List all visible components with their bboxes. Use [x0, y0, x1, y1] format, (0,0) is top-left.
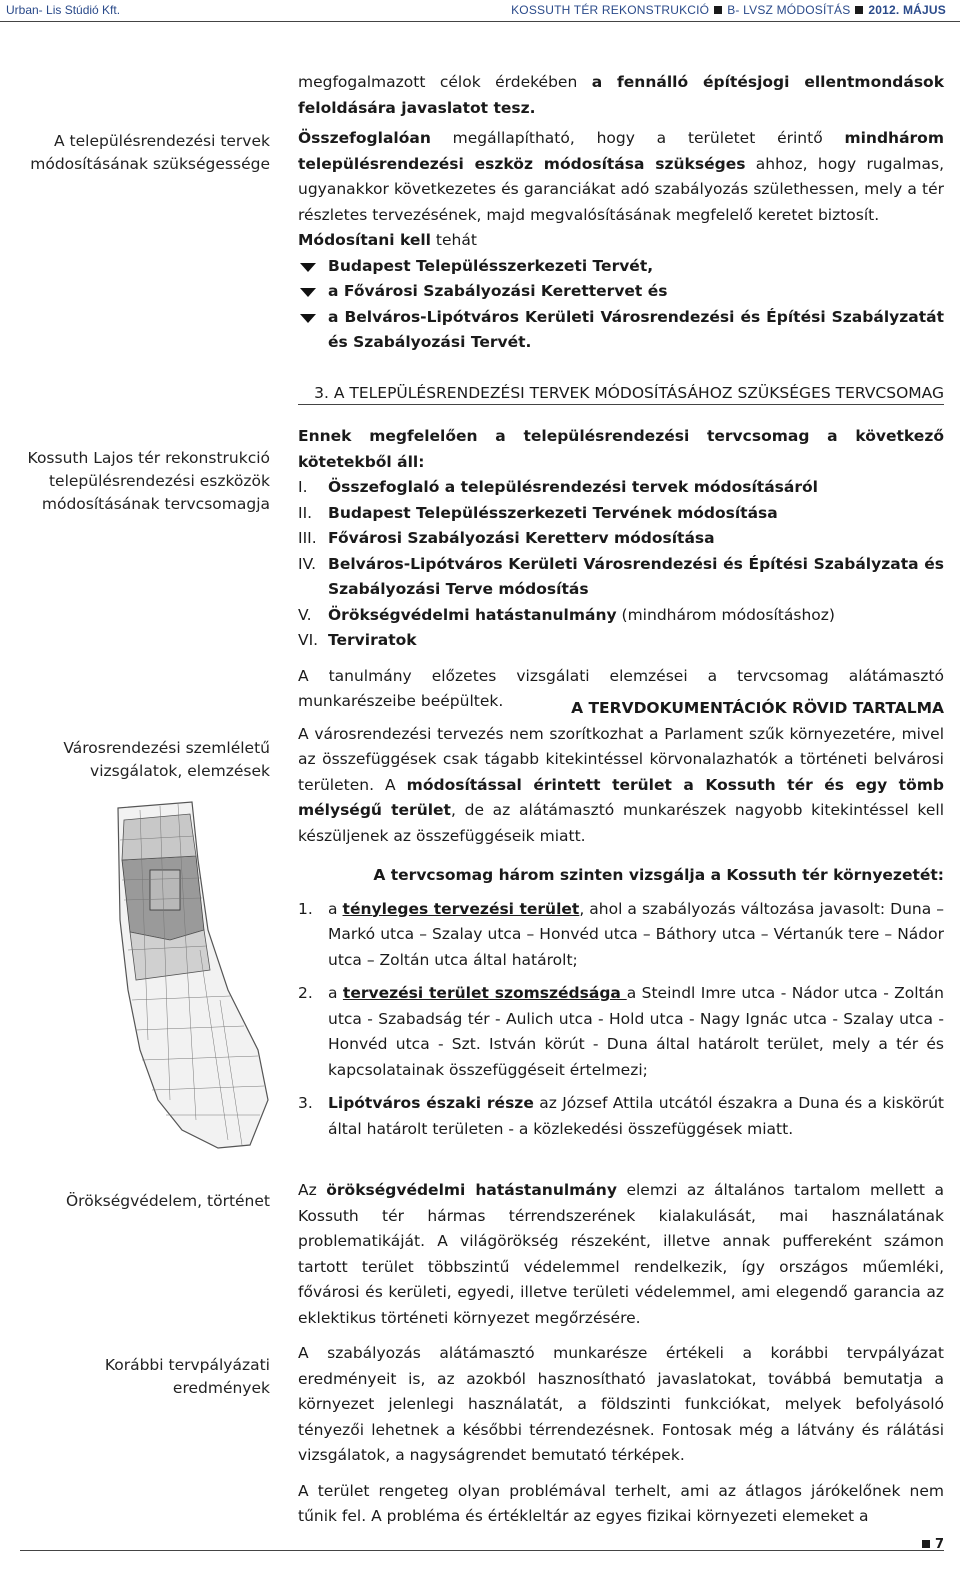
- summary-paragraph: A városrendezési tervezés nem szorítkozhat a Parlament szűk környezetére, mivel az összefüggések csak tágabb kitekintéssel körvonalazhatók a történeti belvárosi területen. A módosítással érintett terület a Kossuth tér és egy tömb mélységű terület, de az alátámasztó munkarészek nagyobb kitekintéssel kell készüljenek az összefüggéseik miatt.: [298, 724, 944, 845]
- triangle-bullet-icon: [300, 288, 316, 297]
- list-item: 1. a tényleges tervezési terület, ahol a szabályozás változása javasolt: Duna – Markó utca – Szalay utca – Honvéd utca – Báthory utca – Vértanúk tere – Nádor utca – Zoltán utca által határolt;: [298, 899, 944, 969]
- summary-section: [298, 696, 944, 1150]
- heritage-section: [298, 1178, 944, 1530]
- levels-list: [298, 897, 944, 1143]
- list-item: a Fővárosi Szabályozási Kerettervet és: [298, 279, 944, 305]
- header-project-info: [511, 3, 946, 17]
- district-map-image: [100, 800, 270, 1150]
- levels-heading: A tervcsomag három szinten vizsgálja a Kossuth tér környezetét:: [373, 866, 944, 884]
- list-item: VI. Terviratok: [298, 631, 417, 649]
- triangle-bullet-icon: [300, 263, 316, 272]
- intro-paragraph-2: Összefoglalóan megállapítható, hogy a területet érintő mindhárom településrendezési eszköz módosítása szükséges ahhoz, hogy rugalmas, ugyanakkor következetes és garanciákat adó szabályozás születhessen, mely a tér részletes tervezésének, majd megvalósításának megfelelő keretet biztosít.: [298, 129, 944, 224]
- list-item: Budapest Településszerkezeti Tervét,: [298, 254, 944, 280]
- list-item: a Belváros-Lipótváros Kerületi Városrendezési és Építési Szabályzatát és Szabályozási Tervét.: [298, 305, 944, 356]
- heritage-paragraph-2: A szabályozás alátámasztó munkarésze értékeli a korábbi tervpályázat eredményeit is, az azokból hasznosítható javaslatokat, továbbá bemutatja a környezet jelenlegi használatát, a földszinti funkciókat, melyek befolyásoló tényezői lehetnek a későbbi térrendezésnek. Fontosak még a látvány és rálátási vizsgálatok, a nagyságrendet bemutató térképek.: [298, 1344, 944, 1464]
- summary-heading: A TERVDOKUMENTÁCIÓK RÖVID TARTALMA: [571, 699, 944, 717]
- section-3-content: [298, 424, 944, 715]
- section-3-heading: 3. A TELEPÜLÉSRENDEZÉSI TERVEK MÓDOSÍTÁSÁHOZ SZÜKSÉGES TERVCSOMAG: [298, 384, 944, 405]
- square-bullet-icon: [714, 6, 722, 14]
- side-label-urban-studies: Városrendezési szemléletű vizsgálatok, elemzések: [63, 739, 270, 780]
- intro-paragraph-3: Módosítani kell tehát: [298, 231, 477, 249]
- footer-divider: [20, 1550, 944, 1551]
- project-subject: B- LVSZ MÓDOSÍTÁS: [727, 3, 851, 17]
- side-label-package: Kossuth Lajos tér rekonstrukció településrendezési eszközök módosításának tervcsomagja: [27, 449, 270, 513]
- page-number: 7: [917, 1537, 944, 1552]
- list-item: IV. Belváros-Lipótváros Kerületi Városrendezési és Építési Szabályzata és Szabályozási Terve módosítás: [298, 554, 944, 598]
- list-item: I. Összefoglaló a településrendezési tervek módosításáról: [298, 478, 818, 496]
- intro-section: [298, 70, 944, 356]
- side-label-heritage: Örökségvédelem, történet: [65, 1192, 270, 1210]
- list-item: V. Örökségvédelmi hatástanulmány (mindhárom módosításhoz): [298, 605, 835, 624]
- square-bullet-icon: [922, 1540, 930, 1548]
- heritage-paragraph-3: A terület rengeteg olyan problémával terhelt, ami az átlagos járókelőnek nem tűnik fel. A probléma és értékleltár az egyes fizikai környezeti elemeket a: [298, 1481, 944, 1525]
- company-name: Urban- Lis Stúdió Kft.: [6, 3, 121, 17]
- project-name: KOSSUTH TÉR REKONSTRUKCIÓ: [511, 3, 710, 17]
- volumes-lead: Ennek megfelelően a településrendezési tervcsomag a következő kötetekből áll:: [298, 427, 944, 471]
- project-date: 2012. MÁJUS: [868, 3, 946, 17]
- triangle-bullet-icon: [300, 314, 316, 323]
- modification-list: [298, 254, 944, 356]
- heritage-paragraph-1: Az örökségvédelmi hatástanulmány elemzi az általános tartalom mellett a Kossuth tér hármas térrendszerének kialakulását, mai használatának problematikáját. A világörökség részeként, illetve annak puffereként számon tartott terület többszintű védelemmel rendelkezik, így országos műemléki, fővárosi és kerületi, egyedi, illetve területi védelemmel, ami elegendő garancia az eklektikus történeti környezet megőrzésére.: [298, 1181, 944, 1327]
- page-header: [0, 0, 960, 22]
- study-note: A tanulmány előzetes vizsgálati elemzései a tervcsomag alátámasztó munkarészeibe beépültek.: [298, 666, 944, 710]
- side-label-earlier-competition: Korábbi tervpályázati eredmények: [104, 1356, 270, 1397]
- volume-list: [298, 475, 944, 654]
- side-label-necessity: A településrendezési tervek módosításának szükségessége: [30, 132, 270, 173]
- square-bullet-icon: [855, 6, 863, 14]
- list-item: II. Budapest Településszerkezeti Tervének módosítása: [298, 503, 778, 522]
- list-item: 2. a tervezési terület szomszédsága a Steindl Imre utca - Nádor utca - Zoltán utca - Szabadság tér - Aulich utca - Hold utca - Nagy Ignác utca - Szalay utca - Honvéd utca - Szt. István körút - Duna által határolt terület, mely a tér és kapcsolatainak összefüggéseit értelmezi;: [298, 984, 944, 1079]
- list-item: 3. Lipótváros északi része az József Attila utcától északra a Duna és a kiskörút által határolt területen - a közlekedési összefüggések miatt.: [298, 1094, 944, 1138]
- intro-paragraph-1: megfogalmazott célok érdekében a fennálló építésjogi ellentmondások feloldására javaslatot tesz.: [298, 73, 945, 117]
- list-item: III. Fővárosi Szabályozási Keretterv módosítása: [298, 529, 715, 547]
